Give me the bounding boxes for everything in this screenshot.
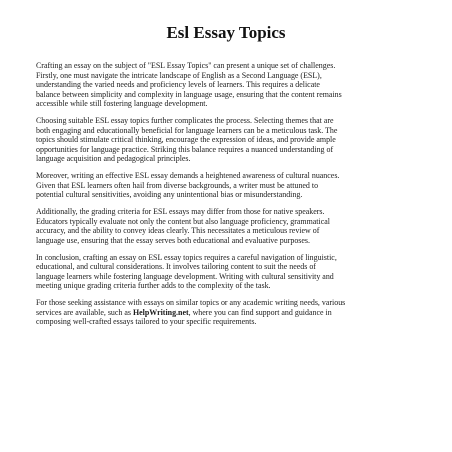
text-line: meeting unique grading criteria further adds to the complexity of the task. bbox=[36, 281, 271, 290]
text-segment: services are available, such as bbox=[36, 307, 133, 317]
text-line: Additionally, the grading criteria for ESL essays may differ from those for native speakers. bbox=[36, 207, 325, 216]
text-line: topics should stimulate critical thinking, encourage the expression of ideas, and provide ample bbox=[36, 135, 336, 144]
text-line: accessible while still fostering language development. bbox=[36, 99, 208, 108]
helpwriting-brand-link[interactable]: HelpWriting.net bbox=[132, 307, 189, 317]
paragraph-cultural-nuances bbox=[36, 171, 418, 200]
text-line: Firstly, one must navigate the intricate landscape of English as a Second Language (ESL), bbox=[36, 70, 322, 80]
text-line: Crafting an essay on the subject of "ESL Essay Topics" can present a unique set of challenges. bbox=[36, 61, 336, 70]
text-line: language learners while fostering language development. Writing with cultural sensitivity and bbox=[36, 271, 334, 281]
text-line: Moreover, writing an effective ESL essay demands a heightened awareness of cultural nuances. bbox=[36, 171, 340, 180]
text-segment: , where you can find support and guidance in bbox=[188, 307, 332, 317]
text-line: educational, and cultural considerations. It involves tailoring content to suit the needs of bbox=[36, 262, 316, 271]
text-line: opportunities for language practice. Striking this balance requires a nuanced understanding of bbox=[36, 144, 334, 154]
text-line: language use, ensuring that the essay serves both educational and evaluative purposes. bbox=[36, 235, 310, 245]
paragraph-intro bbox=[36, 61, 418, 109]
text-line: accuracy, and the ability to convey ideas clearly. This necessitates a meticulous review of bbox=[36, 226, 320, 235]
paragraph-closing bbox=[36, 298, 418, 327]
document-body bbox=[36, 61, 418, 334]
text-line: understanding the varied needs and proficiency levels of learners. This requires a delicate bbox=[36, 80, 320, 89]
text-line: Choosing suitable ESL essay topics further complicates the process. Selecting themes that are bbox=[36, 116, 334, 125]
text-line: language acquisition and pedagogical principles. bbox=[36, 154, 191, 163]
text-line: balance between simplicity and complexity in language usage, ensuring that the content remains bbox=[36, 89, 342, 99]
text-line: In conclusion, crafting an essay on ESL essay topics requires a careful navigation of linguistic, bbox=[36, 252, 337, 262]
text-line: Given that ESL learners often hail from diverse backgrounds, a writer must be attuned to bbox=[36, 180, 319, 190]
paragraph-grading-criteria bbox=[36, 207, 418, 245]
text-line: potential cultural sensitivities, avoiding any unintentional bias or misunderstanding. bbox=[36, 190, 303, 199]
text-line: For those seeking assistance with essays on similar topics or any academic writing needs, various bbox=[36, 298, 346, 307]
text-line: Educators typically evaluate not only the content but also language proficiency, grammatical bbox=[36, 216, 330, 226]
paragraph-conclusion bbox=[36, 253, 418, 291]
paragraph-choosing-topics bbox=[36, 116, 418, 164]
text-line: composing well-crafted essays tailored to your specific requirements. bbox=[36, 317, 257, 326]
text-line: both engaging and educationally beneficial for language learners can be a meticulous task. The bbox=[36, 125, 338, 135]
page-title: Esl Essay Topics bbox=[166, 23, 286, 42]
